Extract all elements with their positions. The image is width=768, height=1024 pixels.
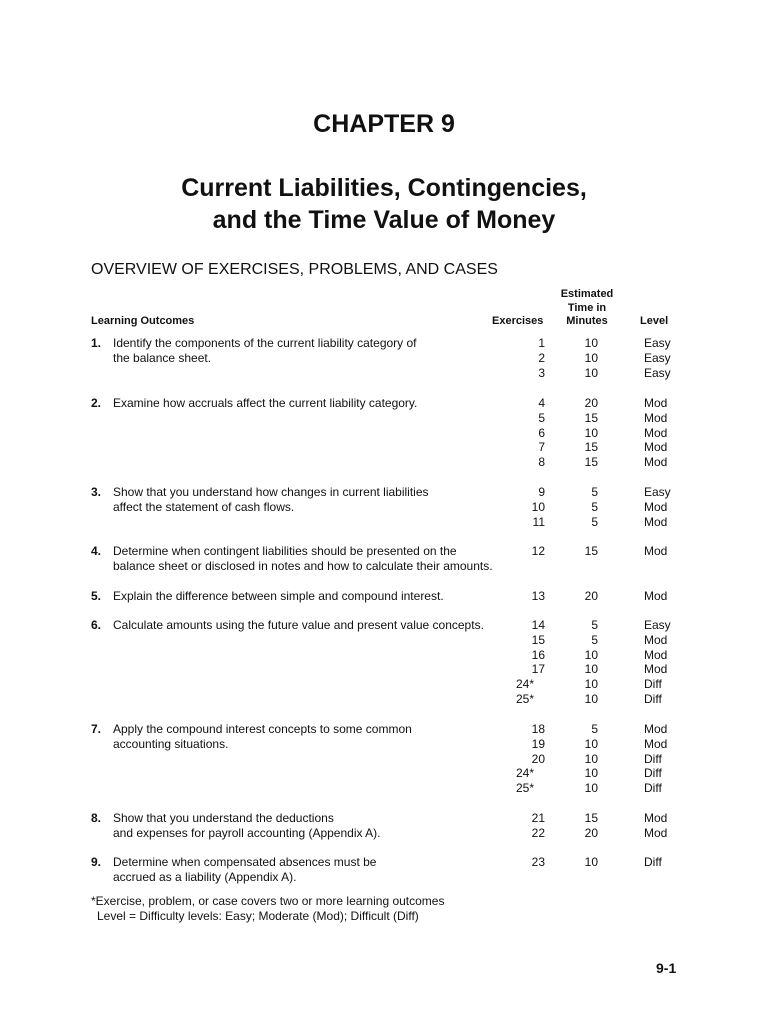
level-column — [644, 589, 704, 604]
exercise-cell: 4 — [538, 396, 545, 410]
exercise-column — [505, 855, 545, 870]
level-cell: Mod — [644, 499, 668, 514]
exercise-cell: 7 — [538, 440, 545, 455]
level-cell: Easy — [644, 485, 671, 499]
outcome-description — [113, 811, 513, 841]
level-cell: Mod — [644, 811, 668, 825]
minutes-cell: 10 — [584, 425, 598, 440]
exercise-cell: 8 — [538, 455, 545, 470]
exercise-column — [505, 811, 545, 841]
minutes-cell: 10 — [584, 662, 598, 677]
level-cell: Mod — [644, 589, 668, 603]
chapter-title — [0, 172, 768, 236]
level-column — [644, 618, 704, 707]
minutes-cell: 15 — [584, 440, 598, 455]
outcome-number: 3. — [91, 485, 102, 499]
minutes-cell: 5 — [591, 514, 598, 529]
minutes-column — [560, 544, 598, 559]
outcome-description-line: Apply the compound interest concepts to some common — [113, 722, 412, 736]
outcome-description-line: balance sheet or disclosed in notes and how to calculate their amounts. — [113, 559, 493, 573]
exercise-column — [505, 722, 545, 796]
exercise-cell: 21 — [531, 811, 545, 825]
exercise-cell: 3 — [538, 365, 545, 380]
minutes-column — [560, 855, 598, 870]
minutes-column — [560, 396, 598, 470]
outcome-number: 4. — [91, 544, 102, 558]
minutes-cell: 15 — [584, 544, 598, 558]
outcome-description-line: and expenses for payroll accounting (Appendix A). — [113, 826, 381, 840]
level-cell: Easy — [644, 336, 671, 350]
level-cell: Diff — [644, 691, 662, 706]
footnote-line-1: *Exercise, problem, or case covers two or more learning outcomes — [91, 894, 445, 908]
level-cell: Diff — [644, 781, 662, 796]
level-cell: Mod — [644, 396, 668, 410]
overview-heading: OVERVIEW OF EXERCISES, PROBLEMS, AND CASES — [91, 261, 498, 278]
outcome-description — [113, 336, 513, 366]
exercise-cell: 23 — [531, 855, 545, 869]
header-learning-outcomes: Learning Outcomes — [91, 315, 195, 327]
outcome-number: 8. — [91, 811, 102, 825]
minutes-column — [560, 618, 598, 707]
level-cell: Mod — [644, 736, 668, 751]
outcome-description-line: Show that you understand how changes in current liabilities — [113, 485, 429, 499]
exercise-cell: 17 — [531, 662, 545, 677]
exercise-column — [505, 544, 545, 559]
level-column — [644, 544, 704, 559]
level-cell: Mod — [644, 410, 668, 425]
level-cell: Diff — [644, 855, 662, 869]
level-column — [644, 855, 704, 870]
exercise-cell: 10 — [531, 499, 545, 514]
minutes-column — [560, 722, 598, 796]
minutes-column — [560, 336, 598, 380]
minutes-cell: 5 — [591, 485, 598, 499]
footnote-line-2: Level = Difficulty levels: Easy; Moderate (Mod); Difficult (Diff) — [97, 909, 419, 923]
chapter-title-line-2: and the Time Value of Money — [212, 206, 556, 234]
minutes-cell: 15 — [584, 455, 598, 470]
exercise-cell: 2 — [538, 350, 545, 365]
exercise-cell: 15 — [531, 632, 545, 647]
level-cell: Mod — [644, 455, 668, 470]
page-number: 9-1 — [656, 960, 677, 976]
outcome-description-line: Show that you understand the deductions — [113, 811, 334, 825]
exercise-cell: 12 — [531, 544, 545, 558]
outcome-description — [113, 589, 513, 604]
outcome-description — [113, 722, 513, 752]
minutes-cell: 15 — [584, 811, 598, 825]
outcome-description — [113, 485, 513, 515]
minutes-cell: 5 — [591, 632, 598, 647]
exercise-cell: 14 — [531, 618, 545, 632]
level-cell: Diff — [644, 766, 662, 781]
exercise-cell: 18 — [531, 722, 545, 736]
exercise-cell: 25* — [516, 781, 535, 796]
exercise-cell: 19 — [531, 736, 545, 751]
outcome-number: 1. — [91, 336, 102, 350]
exercise-column — [505, 485, 545, 529]
outcome-description-line: Calculate amounts using the future value and present value concepts. — [113, 618, 484, 632]
level-cell: Easy — [644, 350, 671, 365]
minutes-cell: 10 — [584, 647, 598, 662]
header-exercises: Exercises — [492, 315, 544, 327]
level-cell: Mod — [644, 425, 668, 440]
outcome-description-line: the balance sheet. — [113, 351, 212, 365]
exercise-cell: 5 — [538, 410, 545, 425]
level-column — [644, 336, 704, 380]
exercise-cell: 25* — [516, 691, 535, 706]
level-cell: Mod — [644, 722, 668, 736]
outcome-number: 5. — [91, 589, 102, 603]
level-column — [644, 485, 704, 529]
exercise-cell: 22 — [531, 825, 545, 840]
outcome-description-line: Explain the difference between simple and compound interest. — [113, 589, 444, 603]
outcome-description-line: Determine when contingent liabilities should be presented on the — [113, 544, 457, 558]
level-cell: Easy — [644, 618, 671, 632]
minutes-cell: 10 — [584, 781, 598, 796]
minutes-cell: 15 — [584, 410, 598, 425]
level-column — [644, 396, 704, 470]
level-column — [644, 722, 704, 796]
exercise-cell: 13 — [531, 589, 545, 603]
header-time-line-3: Minutes — [566, 315, 608, 327]
header-level: Level — [640, 315, 669, 327]
minutes-cell: 10 — [584, 855, 598, 869]
level-cell: Mod — [644, 662, 668, 677]
exercise-column — [505, 396, 545, 470]
outcome-description — [113, 544, 513, 574]
minutes-cell: 5 — [591, 499, 598, 514]
outcome-description-line: accounting situations. — [113, 737, 229, 751]
header-estimated-time — [556, 288, 618, 329]
outcome-description — [113, 618, 513, 633]
minutes-column — [560, 485, 598, 529]
footnote — [91, 894, 444, 924]
level-column — [644, 811, 704, 841]
exercise-column — [505, 589, 545, 604]
minutes-cell: 10 — [584, 766, 598, 781]
minutes-cell: 5 — [591, 618, 598, 632]
minutes-cell: 20 — [584, 589, 598, 603]
outcome-description-line: affect the statement of cash flows. — [113, 500, 295, 514]
outcome-description-line: Determine when compensated absences must be — [113, 855, 377, 869]
exercise-cell: 6 — [538, 425, 545, 440]
exercise-cell: 24* — [516, 677, 535, 692]
level-cell: Easy — [644, 365, 671, 380]
minutes-cell: 20 — [584, 825, 598, 840]
level-cell: Diff — [644, 677, 662, 692]
exercise-column — [505, 336, 545, 380]
minutes-cell: 5 — [591, 722, 598, 736]
outcome-description — [113, 855, 513, 885]
minutes-cell: 10 — [584, 736, 598, 751]
level-cell: Mod — [644, 647, 668, 662]
level-cell: Mod — [644, 544, 668, 558]
exercise-cell: 16 — [531, 647, 545, 662]
minutes-column — [560, 811, 598, 841]
chapter-heading: CHAPTER 9 — [313, 110, 455, 138]
outcome-description-line: accrued as a liability (Appendix A). — [113, 870, 297, 884]
minutes-cell: 10 — [584, 365, 598, 380]
level-cell: Mod — [644, 514, 668, 529]
level-cell: Mod — [644, 825, 668, 840]
outcome-number: 2. — [91, 396, 102, 410]
outcome-description — [113, 396, 513, 411]
minutes-cell: 10 — [584, 350, 598, 365]
outcome-number: 9. — [91, 855, 102, 869]
level-cell: Mod — [644, 440, 668, 455]
outcome-number: 7. — [91, 722, 102, 736]
minutes-cell: 10 — [584, 677, 598, 692]
outcome-description-line: Identify the components of the current liability category of — [113, 336, 417, 350]
exercise-cell: 20 — [531, 751, 545, 766]
header-time-line-2: Time in — [567, 301, 607, 314]
level-cell: Mod — [644, 632, 668, 647]
header-time-line-1: Estimated — [560, 288, 614, 300]
level-cell: Diff — [644, 751, 662, 766]
outcome-description-line: Examine how accruals affect the current liability category. — [113, 396, 418, 410]
minutes-cell: 20 — [584, 396, 598, 410]
exercise-cell: 11 — [532, 514, 545, 529]
exercise-cell: 1 — [538, 336, 545, 350]
chapter-title-line-1: Current Liabilities, Contingencies, — [181, 174, 587, 202]
outcome-number: 6. — [91, 618, 102, 632]
minutes-cell: 10 — [584, 336, 598, 350]
exercise-cell: 9 — [538, 485, 545, 499]
minutes-cell: 10 — [584, 691, 598, 706]
minutes-column — [560, 589, 598, 604]
exercise-cell: 24* — [516, 766, 535, 781]
minutes-cell: 10 — [584, 751, 598, 766]
exercise-column — [505, 618, 545, 707]
